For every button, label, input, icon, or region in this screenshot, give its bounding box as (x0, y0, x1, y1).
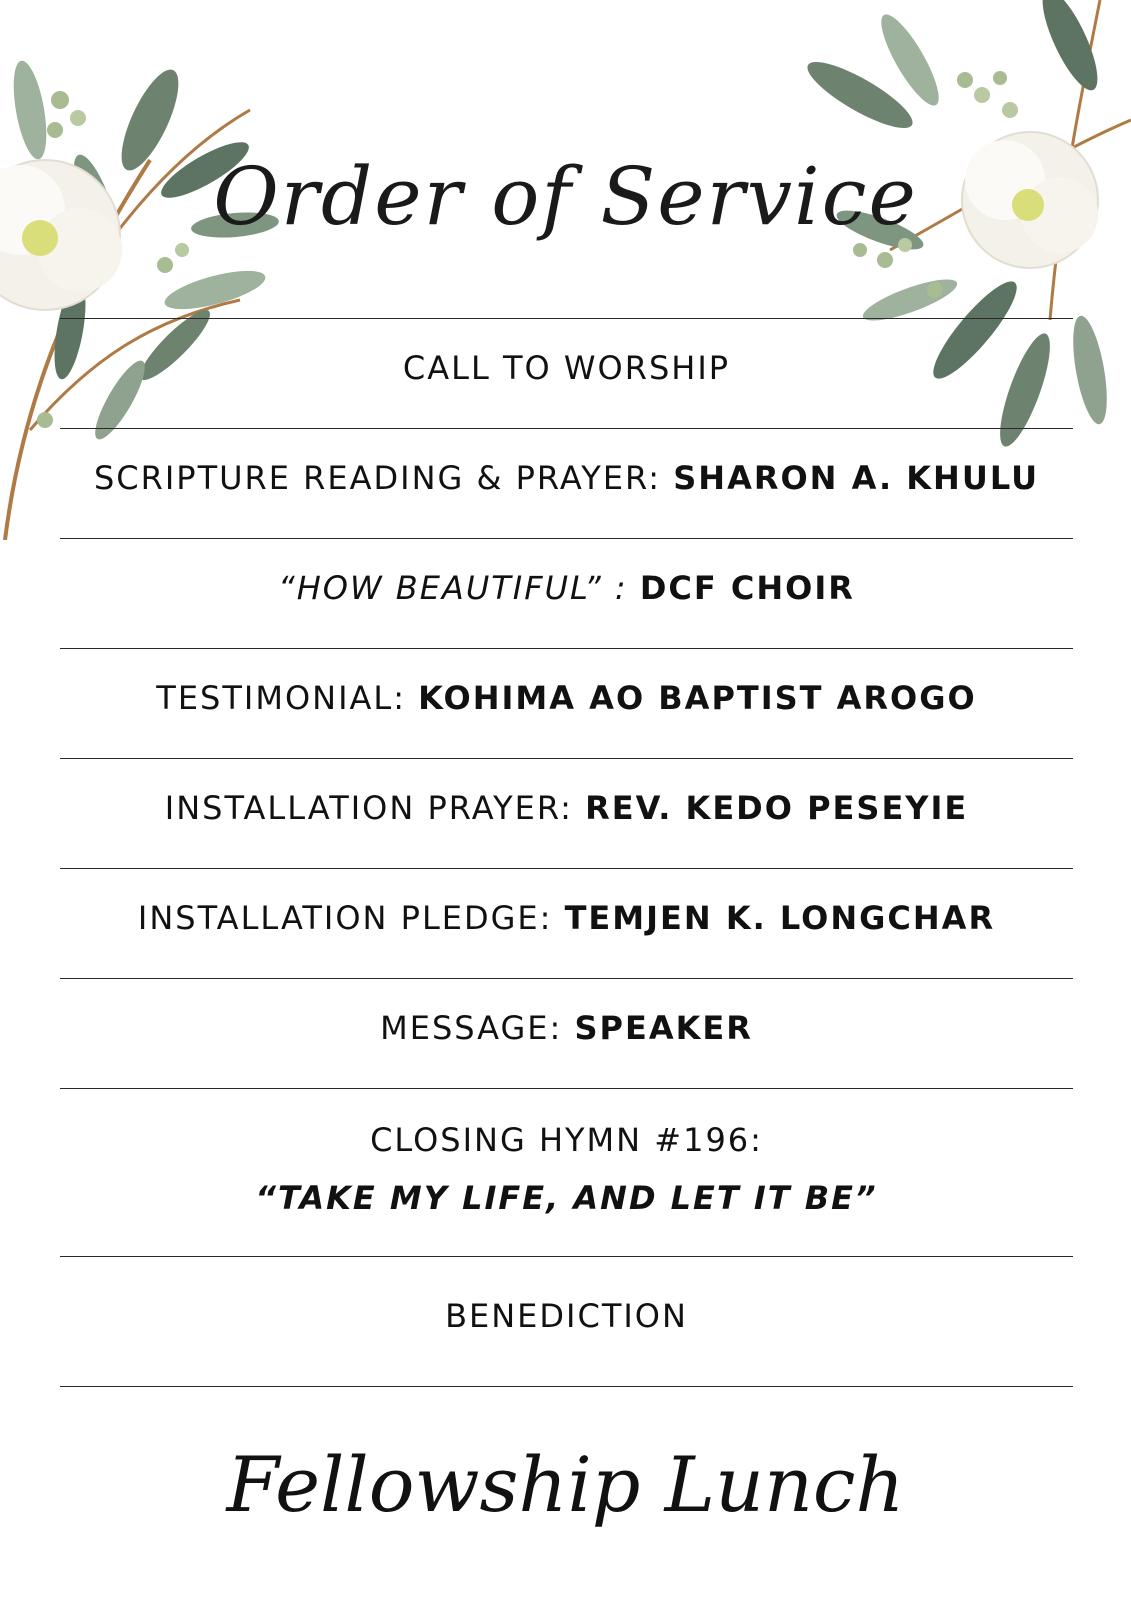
divider (60, 1386, 1073, 1387)
item-benediction (60, 1297, 1073, 1335)
item-testimonial (60, 679, 1073, 717)
item-person: REV. KEDO PESEYIE (585, 789, 969, 827)
item-label: MESSAGE: (380, 1009, 575, 1047)
page-title: Order of Service (213, 150, 918, 243)
item-person: KOHIMA AO BAPTIST AROGO (418, 679, 977, 717)
hymn-title: “TAKE MY LIFE, AND LET IT BE” (255, 1179, 878, 1217)
item-how-beautiful (60, 569, 1073, 607)
item-closing-hymn-title (60, 1179, 1073, 1217)
divider (60, 538, 1073, 539)
item-person: SPEAKER (574, 1009, 753, 1047)
item-label: BENEDICTION (445, 1297, 688, 1335)
item-closing-hymn (60, 1121, 1073, 1159)
item-call-to-worship (60, 349, 1073, 387)
divider (60, 318, 1073, 319)
item-label: TESTIMONIAL: (156, 679, 419, 717)
divider (60, 648, 1073, 649)
divider (60, 1256, 1073, 1257)
item-message (60, 1009, 1073, 1047)
item-label: “HOW BEAUTIFUL” : (278, 569, 640, 607)
divider (60, 1088, 1073, 1089)
item-person: SHARON A. KHULU (673, 459, 1040, 497)
item-label: CALL TO WORSHIP (402, 349, 731, 387)
footer-title: Fellowship Lunch (226, 1440, 905, 1529)
divider (60, 428, 1073, 429)
divider (60, 978, 1073, 979)
divider (60, 868, 1073, 869)
divider (60, 758, 1073, 759)
item-scripture-reading (60, 459, 1073, 497)
item-installation-prayer (60, 789, 1073, 827)
item-label: INSTALLATION PRAYER: (164, 789, 586, 827)
item-label: INSTALLATION PLEDGE: (137, 899, 565, 937)
item-installation-pledge (60, 899, 1073, 937)
item-person: TEMJEN K. LONGCHAR (564, 899, 996, 937)
item-person: DCF CHOIR (639, 569, 855, 607)
item-label: CLOSING HYMN #196: (370, 1121, 763, 1159)
item-label: SCRIPTURE READING & PRAYER: (93, 459, 674, 497)
